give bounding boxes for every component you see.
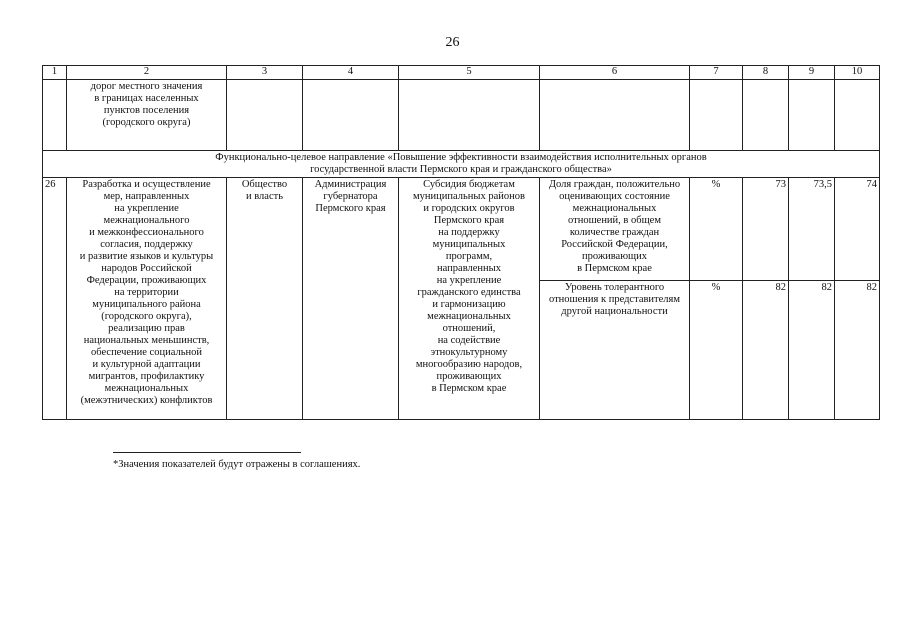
value-cell (789, 80, 835, 151)
subsidy-cell: Субсидия бюджетам муниципальных районов и городских округов Пермского края на поддержку муниципальных программ, направленных на укрепление гражданского единства и гармонизацию межнациональных отношений, на содействие этнокультурному многообразию народов, проживающих в Пермском крае (399, 178, 540, 420)
unit-cell: % (690, 281, 743, 420)
column-header: 9 (789, 66, 835, 80)
column-header: 3 (227, 66, 303, 80)
value-cell: 82 (743, 281, 789, 420)
direction-heading: Функционально-целевое направление «Повышение эффективности взаимодействия исполнительных органов государственной власти Пермского края и гражданского общества» (43, 151, 880, 178)
activity-cell: Разработка и осуществление мер, направленных на укрепление межнационального и межконфессионального согласия, поддержку и развитие языков и культуры народов Российской Федерации, проживающих на территории муниципального района (городского округа), реализацию прав национальных меньшинств, обеспечение социальной и культурной адаптации мигрантов, профилактику межнациональных (межэтнических) конфликтов (67, 178, 227, 420)
direction-row (43, 151, 880, 178)
area-cell: Общество и власть (227, 178, 303, 420)
column-header: 8 (743, 66, 789, 80)
program-table (42, 65, 880, 420)
admin-cell: Администрация губернатора Пермского края (303, 178, 399, 420)
footnote: *Значения показателей будут отражены в соглашениях. (113, 459, 361, 470)
subsidy-cell (399, 80, 540, 151)
column-number-row (43, 66, 880, 80)
page-number: 26 (445, 35, 460, 50)
column-header: 4 (303, 66, 399, 80)
table-row (43, 178, 880, 281)
footnote-separator (113, 452, 301, 453)
value-cell (835, 80, 880, 151)
indicator-cell: Уровень толерантного отношения к представителям другой национальности (540, 281, 690, 420)
admin-cell (303, 80, 399, 151)
column-header: 6 (540, 66, 690, 80)
column-header: 2 (67, 66, 227, 80)
row-number-cell: 26 (43, 178, 67, 420)
column-header: 1 (43, 66, 67, 80)
value-cell: 73,5 (789, 178, 835, 281)
value-cell: 74 (835, 178, 880, 281)
area-cell (227, 80, 303, 151)
column-header: 10 (835, 66, 880, 80)
value-cell (743, 80, 789, 151)
unit-cell (690, 80, 743, 151)
column-header: 5 (399, 66, 540, 80)
table-row-continued (43, 80, 880, 151)
indicator-cell (540, 80, 690, 151)
indicator-cell: Доля граждан, положительно оценивающих состояние межнациональных отношений, в общем количестве граждан Российской Федерации, проживающих в Пермском крае (540, 178, 690, 281)
unit-cell: % (690, 178, 743, 281)
value-cell: 82 (835, 281, 880, 420)
row-number-cell (43, 80, 67, 151)
value-cell: 73 (743, 178, 789, 281)
column-header: 7 (690, 66, 743, 80)
value-cell: 82 (789, 281, 835, 420)
activity-cell: дорог местного значения в границах населенных пунктов поселения (городского округа) (67, 80, 227, 151)
